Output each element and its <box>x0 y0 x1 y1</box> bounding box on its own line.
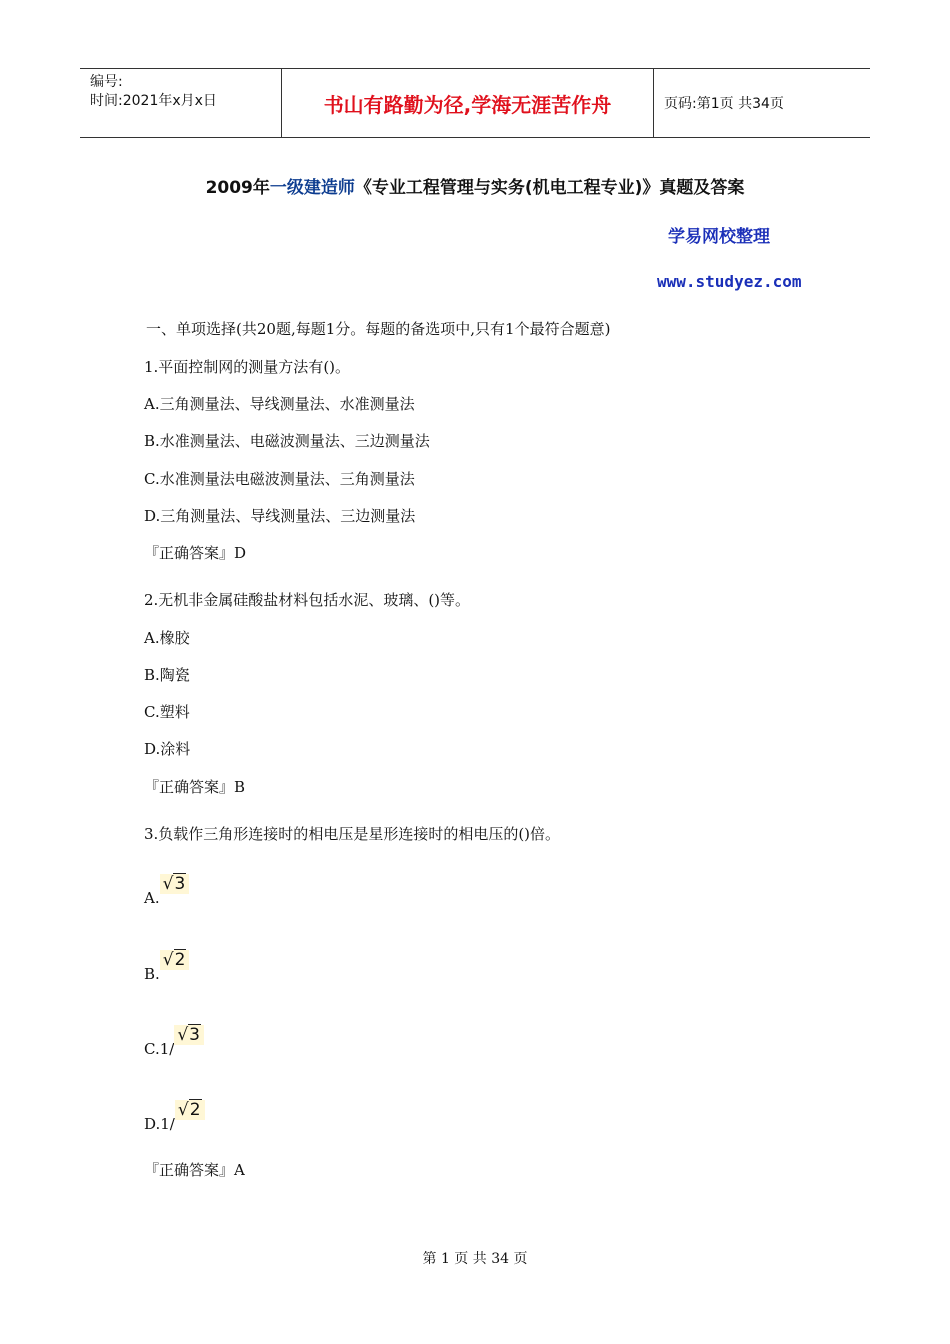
q3-option-d <box>144 1100 205 1134</box>
q1-answer: 『正确答案』D <box>144 544 247 562</box>
q2-stem: 2.无机非金属硅酸盐材料包括水泥、玻璃、()等。 <box>144 591 471 609</box>
q1-option-c: C.水准测量法电磁波测量法、三角测量法 <box>144 470 415 488</box>
number-label: 编号: <box>90 74 123 90</box>
q2-option-c: C.塑料 <box>144 703 190 721</box>
header-table <box>80 68 870 138</box>
page-info: 页码:第1页 共34页 <box>664 96 784 112</box>
q3-option-c <box>144 1025 204 1059</box>
sqrt-formula: √2 <box>175 1100 205 1120</box>
q2-option-b: B.陶瓷 <box>144 666 190 684</box>
q2-answer: 『正确答案』B <box>144 778 246 796</box>
radicand: 2 <box>174 950 186 970</box>
q3-stem: 3.负载作三角形连接时的相电压是星形连接时的相电压的()倍。 <box>144 825 561 843</box>
q2-option-a: A.橡胶 <box>144 629 190 647</box>
q1-option-d: D.三角测量法、导线测量法、三边测量法 <box>144 507 416 525</box>
q1-option-a: A.三角测量法、导线测量法、水准测量法 <box>144 395 415 413</box>
header-meta <box>80 69 282 137</box>
q2-option-d: D.涂料 <box>144 740 191 758</box>
title-exam: 一级建造师 <box>269 178 355 198</box>
q3-option-b-label: B. <box>144 965 160 983</box>
sqrt-formula: √3 <box>174 1025 204 1045</box>
q1-option-b: B.水准测量法、电磁波测量法、三边测量法 <box>144 432 430 450</box>
q3-option-a-label: A. <box>144 889 160 907</box>
sqrt-formula: √3 <box>160 874 190 894</box>
radicand: 2 <box>189 1100 201 1120</box>
q1-stem: 1.平面控制网的测量方法有()。 <box>144 358 351 376</box>
q3-option-c-label: C.1/ <box>144 1040 175 1058</box>
q3-option-b <box>144 950 189 984</box>
q3-option-a <box>144 874 189 908</box>
organization: 学易网校整理 <box>668 227 770 247</box>
sqrt-formula: √2 <box>160 950 190 970</box>
section-heading: 一、单项选择(共20题,每题1分。每题的备选项中,只有1个最符合题意) <box>146 320 611 338</box>
website-link[interactable]: www.studyez.com <box>657 272 802 291</box>
radicand: 3 <box>174 874 186 894</box>
title-subject: 《专业工程管理与实务(机电工程专业)》真题及答案 <box>354 178 745 198</box>
q3-option-d-label: D.1/ <box>144 1115 175 1133</box>
page-footer: 第 1 页 共 34 页 <box>422 1251 528 1267</box>
q3-answer: 『正确答案』A <box>144 1161 245 1179</box>
time-label: 时间:2021年x月x日 <box>90 93 217 109</box>
title-year: 2009年 <box>205 178 270 198</box>
motto: 书山有路勤为径,学海无涯苦作舟 <box>282 69 654 137</box>
page-title <box>0 173 950 198</box>
radicand: 3 <box>189 1025 200 1045</box>
